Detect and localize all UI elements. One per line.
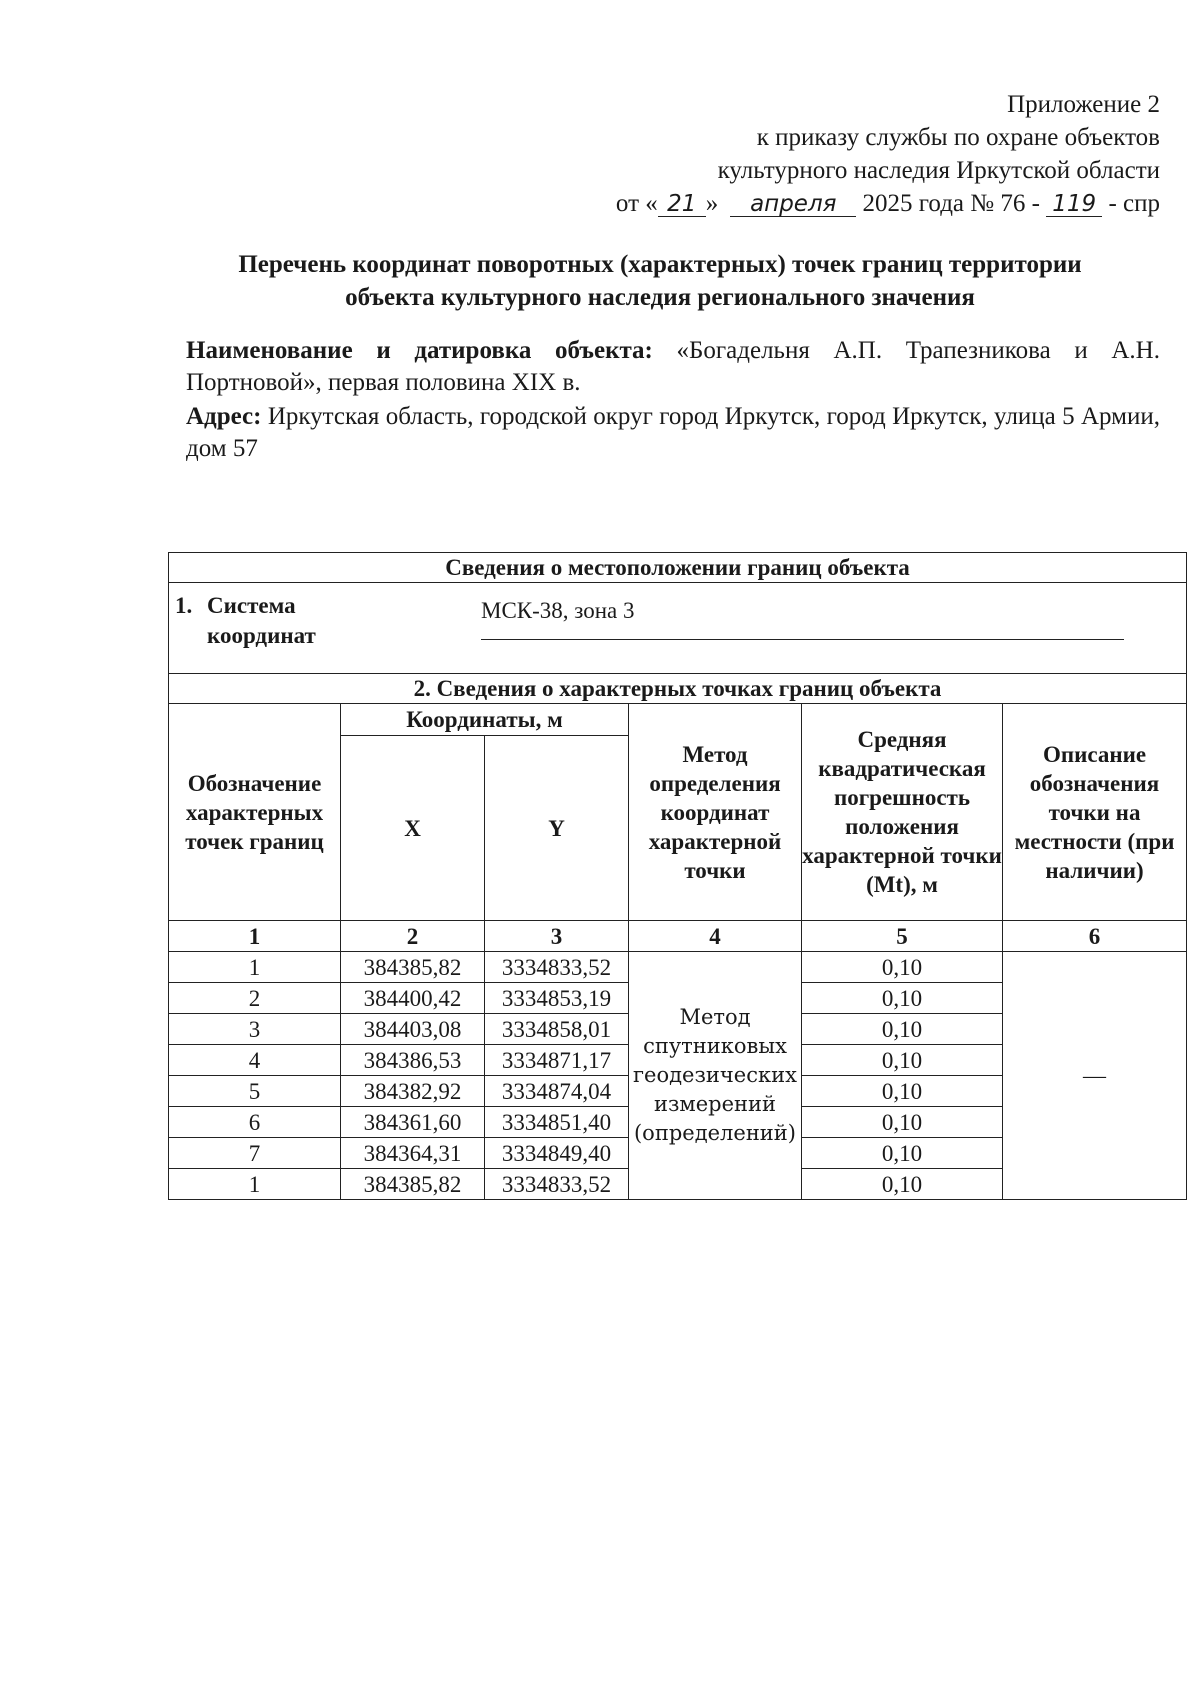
x-value: 384385,82 — [341, 1169, 485, 1200]
header-point: Обозначение характерных точек границ — [169, 704, 341, 921]
point-id: 1 — [169, 952, 341, 983]
document-title-line-2: объекта культурного наследия регионального значения — [345, 284, 975, 311]
error-value: 0,10 — [802, 952, 1003, 983]
handwritten-month: апреля — [730, 192, 856, 217]
column-number: 4 — [629, 921, 802, 952]
column-number: 6 — [1003, 921, 1187, 952]
object-name-paragraph — [186, 335, 1160, 399]
coordinate-system-value: МСК-38, зона 3 — [481, 597, 1124, 640]
section-1-title: Сведения о местоположении границ объекта — [169, 553, 1187, 583]
header-y: Y — [485, 736, 629, 921]
y-value: 3334851,40 — [485, 1107, 629, 1138]
header-error: Средняя квадратическая погрешность положения характерной точки (Mt), м — [802, 704, 1003, 921]
document-title — [160, 248, 1160, 314]
header-x: X — [341, 736, 485, 921]
coordinate-system-label-1: Система — [207, 593, 296, 618]
x-value: 384364,31 — [341, 1138, 485, 1169]
appendix-agency: культурного наследия Иркутской области — [717, 157, 1160, 184]
x-value: 384385,82 — [341, 952, 485, 983]
table-row — [169, 952, 1187, 983]
error-value: 0,10 — [802, 1107, 1003, 1138]
header-method: Метод определения координат характерной точки — [629, 704, 802, 921]
header-description: Описание обозначения точки на местности (при наличии) — [1003, 704, 1187, 921]
x-value: 384361,60 — [341, 1107, 485, 1138]
x-value: 384400,42 — [341, 983, 485, 1014]
header-coordinates: Координаты, м — [341, 704, 629, 736]
column-number: 2 — [341, 921, 485, 952]
appendix-title: Приложение 2 — [1007, 91, 1160, 118]
y-value: 3334849,40 — [485, 1138, 629, 1169]
coordinate-system-cell — [169, 583, 1187, 674]
coordinate-system-number: 1. — [175, 593, 193, 618]
handwritten-day: 21 — [658, 192, 706, 217]
error-value: 0,10 — [802, 1076, 1003, 1107]
x-value: 384382,92 — [341, 1076, 485, 1107]
error-value: 0,10 — [802, 1045, 1003, 1076]
object-address-label: Адрес: — [186, 403, 262, 430]
coordinates-table — [168, 552, 1187, 1200]
column-number: 3 — [485, 921, 629, 952]
order-suffix: - спр — [1108, 190, 1160, 217]
y-value: 3334833,52 — [485, 952, 629, 983]
y-value: 3334833,52 — [485, 1169, 629, 1200]
column-number: 1 — [169, 921, 341, 952]
coordinate-system-label-2: координат — [207, 623, 316, 648]
error-value: 0,10 — [802, 1014, 1003, 1045]
point-id: 3 — [169, 1014, 341, 1045]
appendix-order-ref: к приказу службы по охране объектов — [756, 124, 1160, 151]
column-number: 5 — [802, 921, 1003, 952]
y-value: 3334871,17 — [485, 1045, 629, 1076]
point-id: 7 — [169, 1138, 341, 1169]
section-2-title: 2. Сведения о характерных точках границ объекта — [169, 674, 1187, 704]
object-address-paragraph — [186, 401, 1160, 465]
point-id: 2 — [169, 983, 341, 1014]
object-address-value: Иркутская область, городской округ город Иркутск, город Иркутск, улица 5 Армии, дом 57 — [186, 403, 1160, 462]
y-value: 3334874,04 — [485, 1076, 629, 1107]
appendix-header — [616, 88, 1160, 220]
y-value: 3334858,01 — [485, 1014, 629, 1045]
error-value: 0,10 — [802, 1138, 1003, 1169]
object-name-value: «Богадельня А.П. Трапезникова и А.Н. Портновой», первая половина XIX в. — [186, 337, 1160, 396]
x-value: 384403,08 — [341, 1014, 485, 1045]
y-value: 3334853,19 — [485, 983, 629, 1014]
point-id: 1 — [169, 1169, 341, 1200]
coordinate-system-label — [175, 591, 316, 651]
error-value: 0,10 — [802, 983, 1003, 1014]
point-id: 6 — [169, 1107, 341, 1138]
handwritten-order-number: 119 — [1046, 192, 1102, 217]
object-name-label: Наименование и датировка объекта: — [186, 337, 653, 364]
document-title-line-1: Перечень координат поворотных (характерных) точек границ территории — [238, 251, 1082, 278]
x-value: 384386,53 — [341, 1045, 485, 1076]
date-mid: » — [705, 190, 719, 217]
appendix-date-line — [616, 187, 1160, 220]
description-value: — — [1003, 952, 1187, 1200]
point-id: 5 — [169, 1076, 341, 1107]
column-numbers-row — [169, 921, 1187, 952]
date-prefix: от « — [615, 190, 658, 217]
error-value: 0,10 — [802, 1169, 1003, 1200]
method-value: Метод спутниковых геодезических измерений (определений) — [629, 952, 802, 1200]
year-order-text: 2025 года № 76 - — [862, 190, 1040, 217]
point-id: 4 — [169, 1045, 341, 1076]
